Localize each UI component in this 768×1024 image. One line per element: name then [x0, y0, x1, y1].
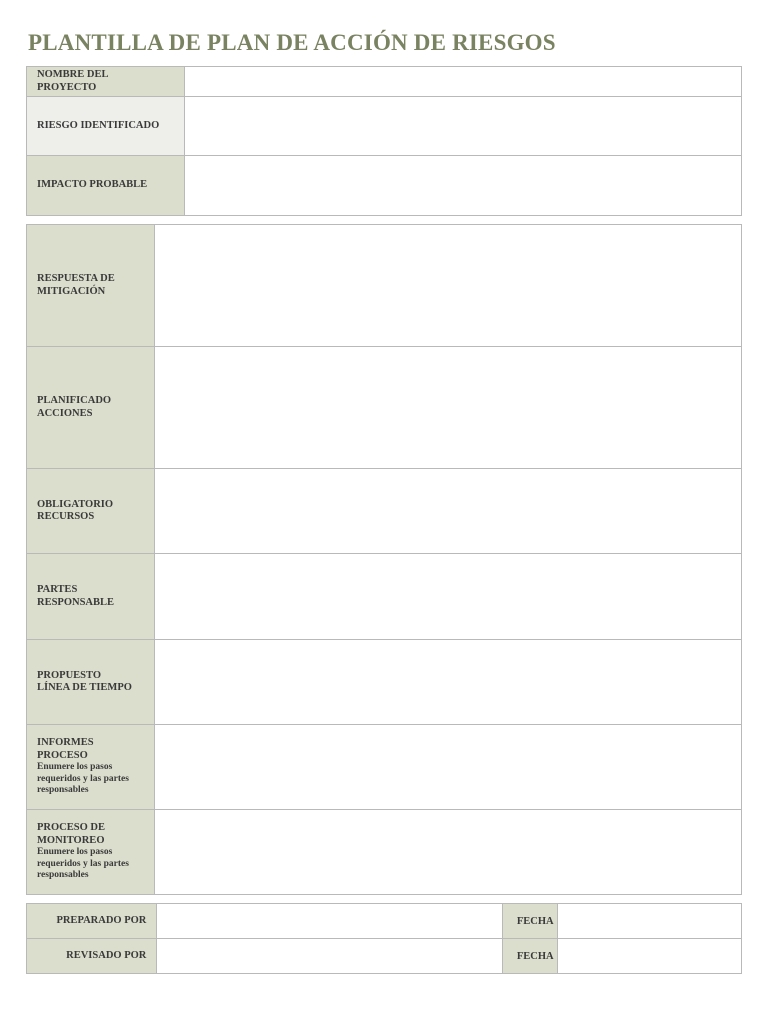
label-probable-impact: IMPACTO PROBABLE [27, 156, 185, 216]
label-monitoring-process [27, 810, 155, 895]
field-proposed-timeline[interactable] [155, 640, 742, 725]
row-responsible-parties [27, 554, 742, 640]
label-note: Enumere los pasos requeridos y las partes responsables [37, 762, 129, 796]
label-date-reviewed: FECHA [502, 939, 557, 974]
field-required-resources[interactable] [155, 469, 742, 554]
field-monitoring-process[interactable] [155, 810, 742, 895]
label-line: MONITOREO [37, 834, 105, 846]
signoff-table [26, 903, 742, 974]
row-reviewed-by [27, 939, 742, 974]
label-proposed-timeline [27, 640, 155, 725]
row-probable-impact [27, 156, 742, 216]
label-responsible-parties [27, 554, 155, 640]
label-note: Enumere los pasos requeridos y las partes responsables [37, 847, 129, 881]
row-proposed-timeline [27, 640, 742, 725]
field-date-prepared[interactable] [557, 904, 741, 939]
label-line: RESPUESTA DE [37, 273, 115, 284]
project-info-table [26, 66, 742, 216]
field-probable-impact[interactable] [185, 156, 742, 216]
row-project-name [27, 67, 742, 97]
label-line: PROPUESTO [37, 669, 101, 681]
row-planned-actions [27, 347, 742, 469]
label-line: PARTES [37, 584, 78, 595]
label-date-prepared: FECHA [502, 904, 557, 939]
field-mitigation-response[interactable] [155, 225, 742, 347]
label-line: OBLIGATORIO [37, 498, 114, 510]
field-date-reviewed[interactable] [557, 939, 741, 974]
label-line: PROCESO DE [37, 822, 105, 834]
action-plan-table [26, 224, 742, 895]
field-planned-actions[interactable] [155, 347, 742, 469]
label-identified-risk: RIESGO IDENTIFICADO [27, 97, 185, 156]
label-line: INFORMES [37, 737, 94, 749]
row-required-resources [27, 469, 742, 554]
field-reporting-process[interactable] [155, 725, 742, 810]
field-identified-risk[interactable] [185, 97, 742, 156]
row-prepared-by [27, 904, 742, 939]
label-line: ACCIONES [37, 407, 93, 419]
label-line: PLANIFICADO [37, 395, 112, 406]
label-line: RECURSOS [37, 511, 95, 522]
row-monitoring-process [27, 810, 742, 895]
label-reviewed-by: REVISADO POR [27, 939, 157, 974]
row-mitigation-response [27, 225, 742, 347]
label-line: LÍNEA DE TIEMPO [37, 682, 132, 693]
label-reporting-process [27, 725, 155, 810]
field-responsible-parties[interactable] [155, 554, 742, 640]
label-mitigation-response [27, 225, 155, 347]
label-line: PROCESO [37, 749, 88, 761]
row-identified-risk [27, 97, 742, 156]
label-required-resources [27, 469, 155, 554]
row-reporting-process [27, 725, 742, 810]
label-project-name: NOMBRE DEL PROYECTO [27, 67, 185, 97]
label-prepared-by: PREPARADO POR [27, 904, 157, 939]
label-line: RESPONSABLE [37, 596, 115, 608]
label-line: MITIGACIÓN [37, 285, 106, 297]
field-project-name[interactable] [185, 67, 742, 97]
field-reviewed-by[interactable] [157, 939, 502, 974]
field-prepared-by[interactable] [157, 904, 502, 939]
label-planned-actions [27, 347, 155, 469]
page-title: PLANTILLA DE PLAN DE ACCIÓN DE RIESGOS [28, 30, 556, 55]
